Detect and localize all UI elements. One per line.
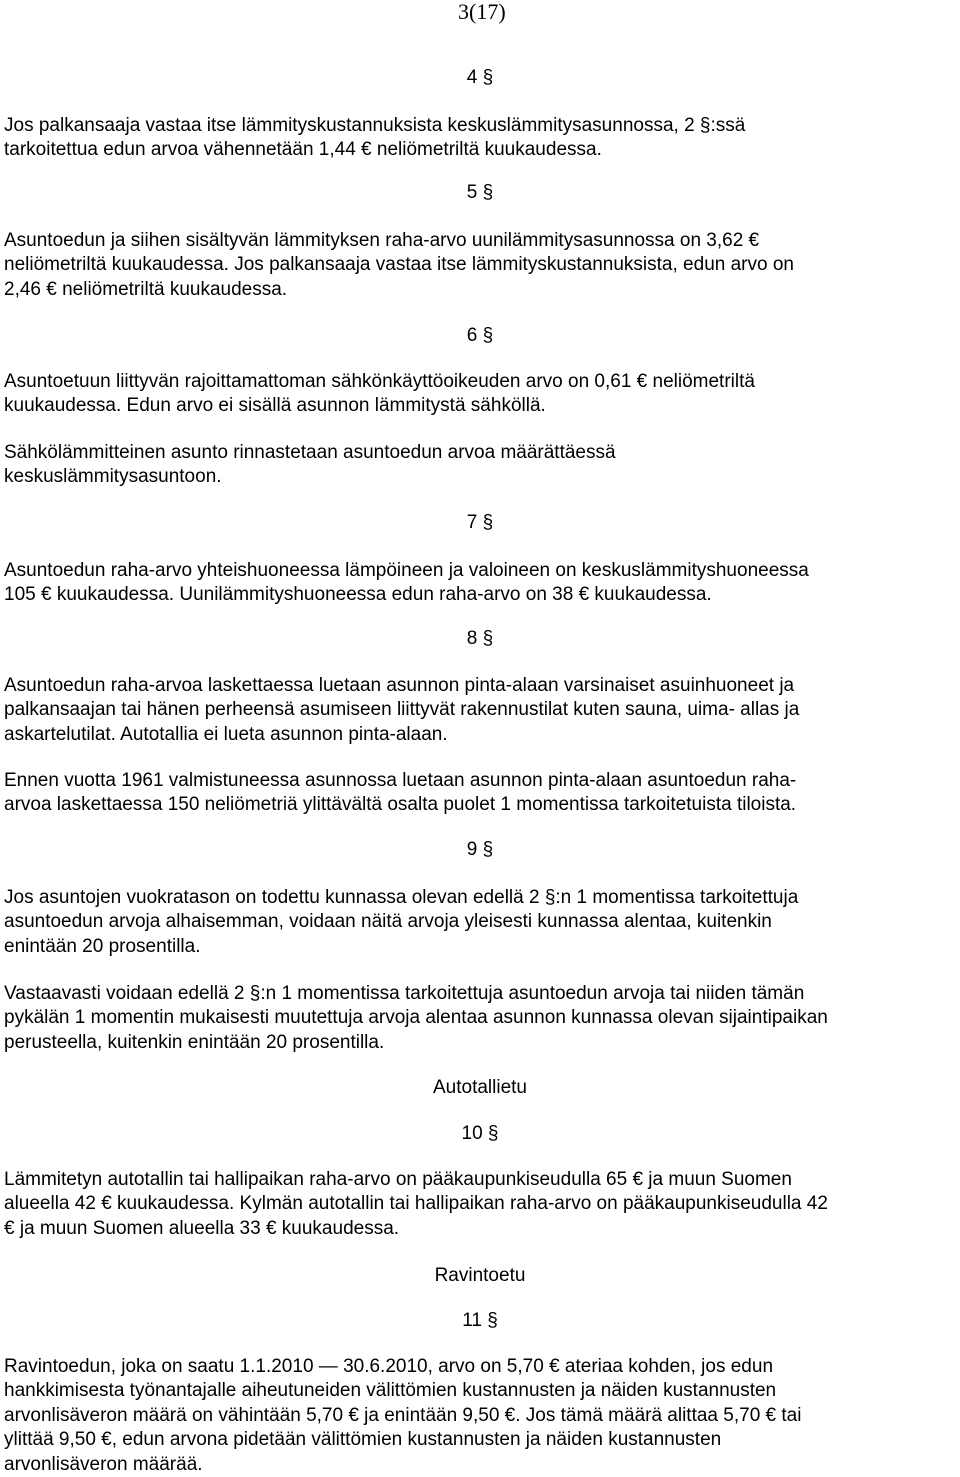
text-line: Sähkölämmitteinen asunto rinnastetaan asuntoedun arvoa määrättäessä — [4, 442, 616, 463]
text-line: arvonlisäveron määrää. — [4, 1453, 203, 1475]
text-line: alueella 42 € kuukaudessa. Kylmän autotallin tai hallipaikan raha-arvo on pääkaupunkiseudulla 42 — [4, 1193, 828, 1215]
text-line: Ravintoedun, joka on saatu 1.1.2010 — 30.6.2010, arvo on 5,70 € ateriaa kohden, jos edun — [4, 1356, 774, 1377]
text-line: enintään 20 prosentilla. — [4, 935, 201, 957]
text-line: Lämmitetyn autotallin tai hallipaikan raha-arvo on pääkaupunkiseudulla 65 € ja muun Suomen — [4, 1169, 792, 1190]
text-line: Jos palkansaaja vastaa itse lämmityskustannuksista keskuslämmitysasunnossa, 2 §:ssä — [4, 115, 746, 136]
text-line: keskuslämmitysasuntoon. — [4, 466, 222, 488]
text-line: 105 € kuukaudessa. Uunilämmityshuoneessa edun raha-arvo on 38 € kuukaudessa. — [4, 584, 712, 606]
paragraph — [4, 229, 958, 302]
subheading-ravintoetu: Ravintoetu — [434, 1265, 526, 1286]
text-line: palkansaajan tai hänen perheensä asumiseen liittyvät rakennustilat kuten sauna, uima- allas ja — [4, 699, 800, 721]
paragraph — [4, 370, 958, 419]
text-line: hankkimisesta työnantajalle aiheutuneiden välittömien kustannusten ja näiden kustannusten — [4, 1380, 777, 1402]
text-line: Asuntoedun raha-arvoa laskettaessa luetaan asunnon pinta-alaan varsinaiset asuinhuoneet ja — [4, 675, 795, 696]
text-line: Ennen vuotta 1961 valmistuneessa asunnossa luetaan asunnon pinta-alaan asuntoedun raha- — [4, 770, 797, 791]
paragraph — [4, 114, 958, 163]
text-line: Asuntoedun ja siihen sisältyvän lämmityksen raha-arvo uunilämmitysasunnossa on 3,62 € — [4, 230, 760, 251]
text-line: Asuntoedun raha-arvo yhteishuoneessa lämpöineen ja valoineen on keskuslämmityshuoneessa — [4, 560, 809, 581]
paragraph — [4, 886, 958, 959]
text-line: askartelutilat. Autotallia ei lueta asunnon pinta-alaan. — [4, 723, 448, 745]
text-line: 2,46 € neliömetriltä kuukaudessa. — [4, 278, 288, 300]
section-heading-6: 6 § — [466, 325, 494, 346]
section-heading-10: 10 § — [461, 1123, 499, 1144]
text-line: Vastaavasti voidaan edellä 2 §:n 1 momentissa tarkoitettuja asuntoedun arvoja tai niiden tämän — [4, 983, 805, 1004]
paragraph — [4, 441, 958, 490]
text-line: arvoa laskettaessa 150 neliömetriä ylittävältä osalta puolet 1 momentissa tarkoitetuista tiloista. — [4, 794, 797, 816]
paragraph — [4, 982, 958, 1055]
paragraph — [4, 559, 958, 608]
text-line: kuukaudessa. Edun arvo ei sisällä asunnon lämmitystä sähköllä. — [4, 395, 546, 417]
section-heading-7: 7 § — [466, 512, 494, 533]
paragraph — [4, 769, 958, 818]
text-line: perusteella, kuitenkin enintään 20 prosentilla. — [4, 1031, 385, 1053]
text-line: € ja muun Suomen alueella 33 € kuukaudessa. — [4, 1217, 400, 1239]
page-number: 3(17) — [458, 0, 506, 24]
section-heading-11: 11 § — [462, 1310, 498, 1331]
section-heading-4: 4 § — [466, 67, 494, 88]
text-line: pykälän 1 momentin mukaisesti muutettuja arvoja alentaa asunnon kunnassa olevan sijaintipaikan — [4, 1007, 828, 1029]
text-line: Asuntoetuun liittyvän rajoittamattoman sähkönkäyttöoikeuden arvo on 0,61 € neliömetriltä — [4, 371, 755, 392]
text-line: tarkoitettua edun arvoa vähennetään 1,44 € neliömetriltä kuukaudessa. — [4, 139, 602, 161]
section-heading-8: 8 § — [466, 628, 494, 649]
text-line: asuntoedun arvoja alhaisemman, voidaan näitä arvoja yleisesti kunnassa alentaa, kuitenkin — [4, 911, 772, 933]
paragraph — [4, 674, 958, 747]
section-heading-5: 5 § — [466, 182, 494, 203]
text-line: neliömetriltä kuukaudessa. Jos palkansaaja vastaa itse lämmityskustannuksista, edun arvo on — [4, 254, 794, 276]
text-line: arvonlisäveron määrä on vähintään 5,70 € ja enintään 9,50 €. Jos tämä määrä alittaa 5,70 € tai — [4, 1404, 802, 1426]
text-line: ylittää 9,50 €, edun arvona pidetään välittömien kustannusten ja näiden kustannusten — [4, 1429, 722, 1451]
section-heading-9: 9 § — [466, 839, 494, 860]
paragraph — [4, 1168, 958, 1241]
subheading-autotallietu: Autotallietu — [432, 1077, 527, 1098]
paragraph — [4, 1355, 958, 1477]
text-line: Jos asuntojen vuokratason on todettu kunnassa olevan edellä 2 §:n 1 momentissa tarkoitettuja — [4, 887, 799, 908]
